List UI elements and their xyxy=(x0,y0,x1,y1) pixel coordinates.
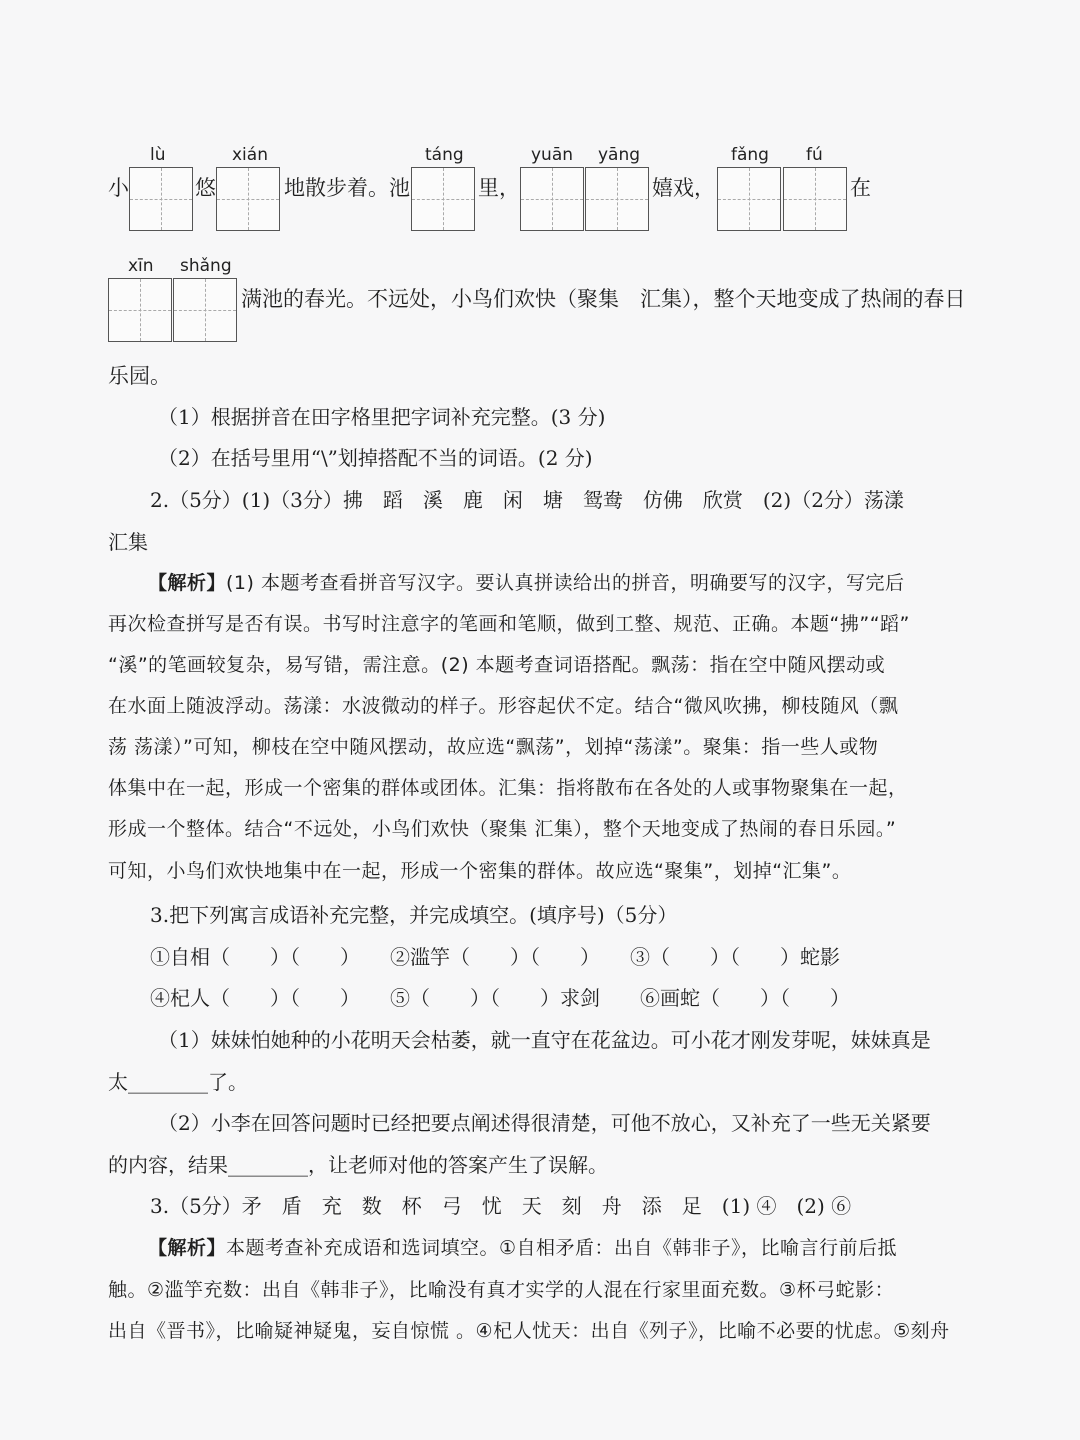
answer-line: 2.（5分）(1)（3分）拂 蹈 溪 鹿 闲 塘 鸳鸯 仿佛 欣赏 (2)（2分）荡漾 xyxy=(150,488,904,512)
fill-question: （1）妹妹怕她种的小花明天会枯萎，就一直守在花盆边。可小花才刚发芽呢，妹妹真是 xyxy=(158,1028,931,1052)
idiom-row: ④杞人（ ）（ ） ⑤（ ）（ ）求剑 ⑥画蛇（ ）（ ） xyxy=(150,986,850,1010)
analysis-line: 在水面上随波浮动。荡漾：水波微动的样子。形容起伏不定。结合“微风吹拂，柳枝随风（飘 xyxy=(108,695,899,717)
passage-text: 嬉戏， xyxy=(652,176,715,200)
tianzige-box[interactable] xyxy=(108,278,172,342)
tianzige-box[interactable] xyxy=(717,167,781,231)
passage-text: 悠 xyxy=(195,176,216,200)
tianzige-box[interactable] xyxy=(129,167,193,231)
pinyin-fu: fú xyxy=(806,145,823,165)
passage-text: 在 xyxy=(850,176,871,200)
passage-text: 小 xyxy=(108,176,129,200)
analysis-line: 触。②滥竽充数：出自《韩非子》，比喻没有真才实学的人混在行家里面充数。③杯弓蛇影： xyxy=(108,1279,895,1301)
tianzige-box[interactable] xyxy=(520,167,584,231)
question-item: （1）根据拼音在田字格里把字词补充完整。(3 分) xyxy=(158,405,606,429)
pinyin-tang: táng xyxy=(425,145,464,165)
analysis-text: 本题考查补充成语和选词填空。①自相矛盾：出自《韩非子》，比喻言行前后抵 xyxy=(226,1237,898,1259)
tianzige-box[interactable] xyxy=(585,167,649,231)
pinyin-xian: xián xyxy=(232,145,268,165)
idiom-row: ①自相（ ）（ ） ②滥竽（ ）（ ） ③（ ）（ ）蛇影 xyxy=(150,945,840,969)
question-item: （2）在括号里用“\”划掉搭配不当的词语。(2 分) xyxy=(158,446,593,470)
analysis-label: 【解析】 xyxy=(148,1237,227,1259)
analysis-text: (1) 本题考查看拼音写汉字。要认真拼读给出的拼音，明确要写的汉字，写完后 xyxy=(226,572,905,594)
pinyin-yuan: yuān xyxy=(531,145,574,165)
analysis-line: 出自《晋书》，比喻疑神疑鬼，妄自惊慌 。④杞人忧天：出自《列子》，比喻不必要的忧虑。⑤刻舟 xyxy=(108,1320,950,1342)
pinyin-fang: fǎng xyxy=(731,145,769,165)
analysis-line: 荡 荡漾）”可知，柳枝在空中随风摆动，故应选“飘荡”，划掉“荡漾”。聚集：指一些人或物 xyxy=(108,736,879,758)
passage-text: 满池的春光。不远处，小鸟们欢快（聚集 汇集），整个天地变成了热闹的春日 xyxy=(241,287,966,311)
passage-text: 乐园。 xyxy=(108,364,171,388)
pinyin-lu: lù xyxy=(150,145,166,165)
fill-question: 太________了。 xyxy=(108,1070,248,1094)
tianzige-box[interactable] xyxy=(783,167,847,231)
analysis-label: 【解析】 xyxy=(148,572,227,594)
analysis-line: “溪”的笔画较复杂，易写错，需注意。(2) 本题考查词语搭配。飘荡：指在空中随风摆动或 xyxy=(108,654,886,676)
analysis-line xyxy=(108,571,988,595)
pinyin-yang: yāng xyxy=(598,145,641,165)
question-title: 3.把下列寓言成语补充完整，并完成填空。(填序号)（5分） xyxy=(150,903,678,927)
fill-question: （2）小李在回答问题时已经把要点阐述得很清楚，可他不放心，又补充了一些无关紧要 xyxy=(158,1111,931,1135)
fill-question: 的内容，结果________，让老师对他的答案产生了误解。 xyxy=(108,1153,608,1177)
analysis-line: 体集中在一起，形成一个密集的群体或团体。汇集：指将散布在各处的人或事物聚集在一起， xyxy=(108,777,908,799)
tianzige-box[interactable] xyxy=(173,278,237,342)
answer-line: 汇集 xyxy=(108,530,148,554)
pinyin-xin: xīn xyxy=(128,256,154,276)
passage-text: 地散步着。池 xyxy=(284,176,410,200)
analysis-line: 形成一个整体。结合“不远处，小鸟们欢快（聚集 汇集），整个天地变成了热闹的春日乐园。” xyxy=(108,818,897,840)
tianzige-box[interactable] xyxy=(411,167,475,231)
analysis-line xyxy=(108,1236,988,1260)
analysis-line: 再次检查拼写是否有误。书写时注意字的笔画和笔顺，做到工整、规范、正确。本题“拂”“蹈” xyxy=(108,613,910,635)
pinyin-shang: shǎng xyxy=(180,256,232,276)
answer-line: 3.（5分）矛 盾 充 数 杯 弓 忧 天 刻 舟 添 足 (1) ④ (2) ⑥ xyxy=(150,1194,852,1218)
passage-text: 里， xyxy=(478,176,520,200)
tianzige-box[interactable] xyxy=(216,167,280,231)
analysis-line: 可知，小鸟们欢快地集中在一起，形成一个密集的群体。故应选“聚集”，划掉“汇集”。 xyxy=(108,860,852,882)
